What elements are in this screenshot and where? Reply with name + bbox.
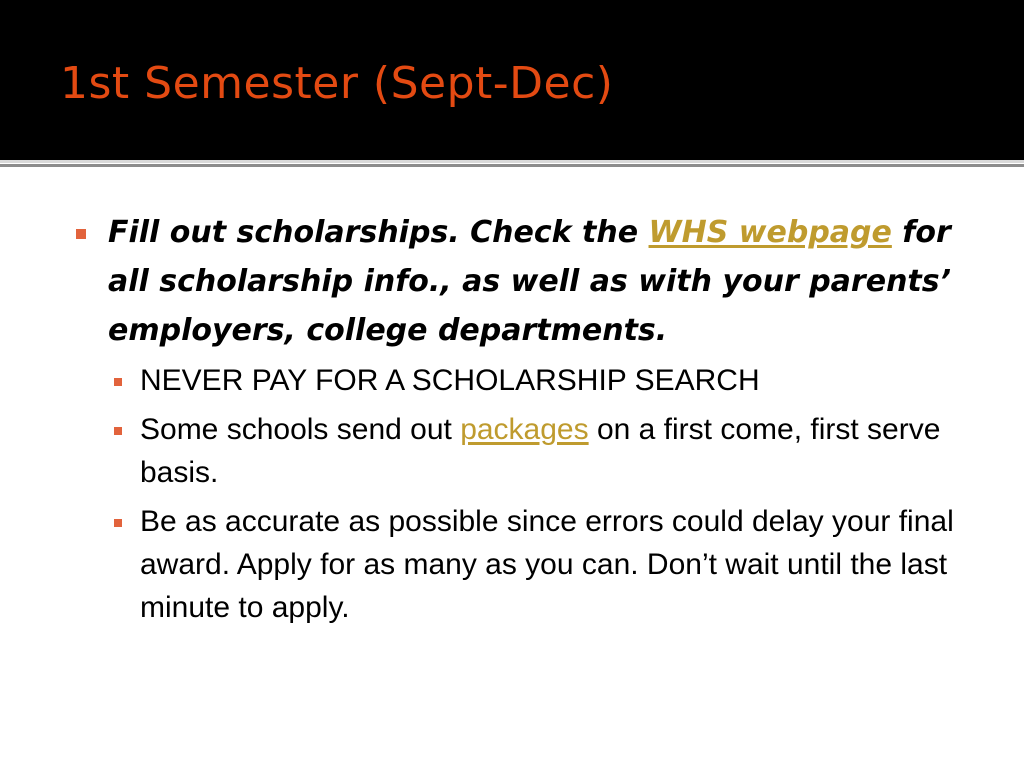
- sub-bullet-text-1: Some schools send out: [140, 413, 461, 446]
- sub-bullet-text: NEVER PAY FOR A SCHOLARSHIP SEARCH: [140, 364, 760, 397]
- main-bullet: [72, 208, 972, 355]
- square-bullet-icon: [114, 519, 122, 527]
- title-bar: [0, 0, 1024, 160]
- whs-webpage-link[interactable]: WHS webpage: [648, 215, 892, 250]
- square-bullet-icon: [114, 427, 122, 435]
- sub-bullet-list: [72, 359, 972, 629]
- square-bullet-icon: [76, 229, 86, 239]
- slide-body: [72, 208, 972, 635]
- main-bullet-text-1: Fill out scholarships. Check the: [108, 215, 649, 250]
- main-bullet-text-2: for all scholarship info., as well as with your parents’ employers, college departments.: [108, 215, 952, 348]
- sub-bullet-accuracy: [72, 500, 972, 629]
- sub-bullet-text: Be as accurate as possible since errors could delay your final award. Apply for as many as you can. Don’t wait until the last minute to apply.: [140, 505, 954, 624]
- divider-dark: [0, 164, 1024, 167]
- divider-light: [0, 160, 1024, 163]
- slide-title: 1st Semester (Sept-Dec): [60, 58, 614, 109]
- square-bullet-icon: [114, 378, 122, 386]
- sub-bullet-text-2: on a first come, first serve basis.: [140, 413, 941, 489]
- sub-bullet-never-pay: [72, 359, 972, 402]
- packages-link[interactable]: packages: [460, 413, 589, 446]
- sub-bullet-packages: [72, 408, 972, 494]
